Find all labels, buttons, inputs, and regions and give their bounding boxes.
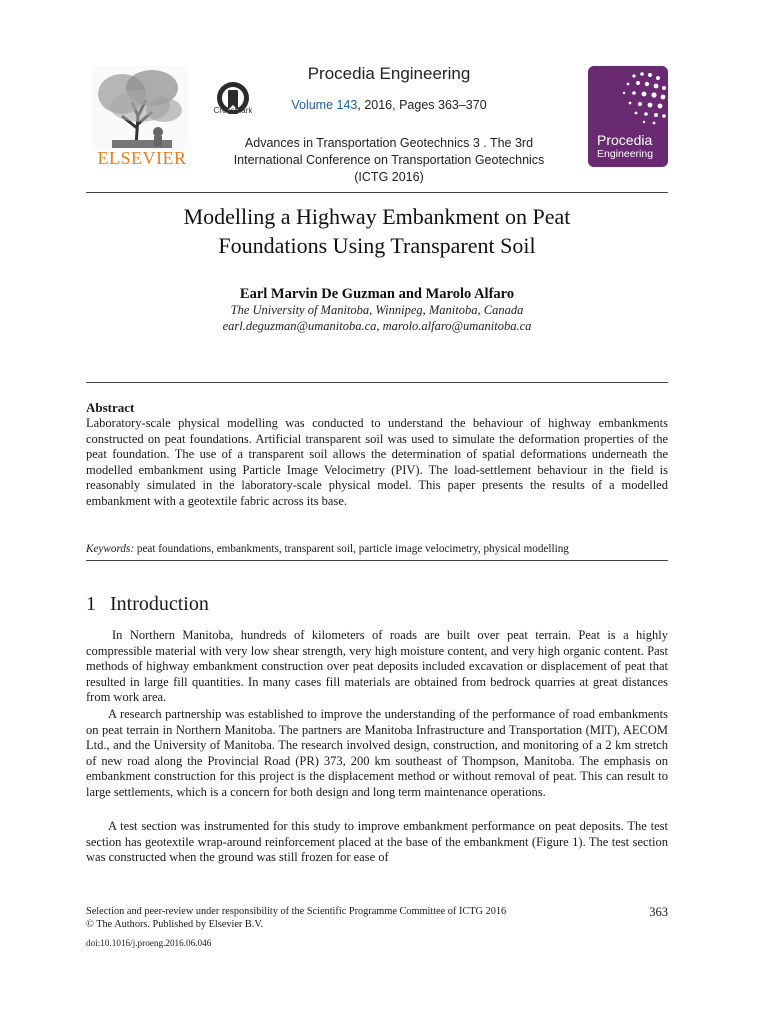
conference-line: Advances in Transportation Geotechnics 3 . The 3rd xyxy=(244,136,534,150)
page-number: 363 xyxy=(649,905,668,919)
journal-cover[interactable] xyxy=(588,66,668,167)
body-paragraph: In Northern Manitoba, hundreds of kilometers of roads are built over peat terrain. Peat is a highly compressible material with very low shear strength, very high moisture content, and very high organic content. Past methods of highway embankment construction over peat deposits included excavation or displacement of peat that resulted in large fill quantities. In many cases fill materials are obtained from bedrock quarries at great distances from work area. xyxy=(86,628,668,705)
conference-line: International Conference on Transportation Geotechnics xyxy=(233,153,545,167)
body-paragraph: A test section was instrumented for this study to improve embankment performance on peat deposits. The test section has geotextile wrap-around reinforcement placed at the base of the embankment (Figure 1). The test section was constructed when the ground was still frozen for ease of xyxy=(86,819,668,865)
abstract-top-divider xyxy=(86,382,668,383)
conference-name xyxy=(200,135,578,186)
section-title: Introduction xyxy=(110,593,209,615)
doi-link[interactable]: doi:10.1016/j.proeng.2016.06.046 xyxy=(86,938,212,948)
footer-peer-review: Selection and peer-review under responsibility of the Scientific Programme Committee of ICTG 2016 xyxy=(86,906,507,917)
section-number: 1 xyxy=(86,593,96,615)
affiliation: The University of Manitoba, Winnipeg, Manitoba, Canada xyxy=(230,303,524,317)
paper-title xyxy=(86,202,668,260)
volume-link[interactable]: Volume 143 xyxy=(291,98,358,112)
crossmark-label: CrossMark xyxy=(213,106,253,115)
title-line: Foundations Using Transparent Soil xyxy=(218,233,536,258)
conference-line: (ICTG 2016) xyxy=(354,170,424,184)
authors: Earl Marvin De Guzman and Marolo Alfaro xyxy=(239,286,515,302)
elsevier-wordmark: ELSEVIER xyxy=(97,148,187,168)
keywords-label: Keywords: xyxy=(86,543,135,555)
body-paragraph: A research partnership was established to improve the understanding of the performance of road embankments on peat terrain in Northern Manitoba. The partners are Manitoba Infrastructure and Transportation (MIT), AECOM Ltd., and the University of Manitoba. The research involved design, construction, and monitoring of a 2 km stretch of new road along the Provincial Road (PR) 373, 200 km southeast of Thompson, Manitoba. The emphasis on embankment construction for this project is the displacement method or without removal of peat. This can result to large settlements, which is a concern for both design and long term maintenance operations. xyxy=(86,707,668,799)
keywords xyxy=(86,543,686,555)
title-line: Modelling a Highway Embankment on Peat xyxy=(183,204,571,229)
volume-pages: , 2016, Pages 363–370 xyxy=(357,98,487,112)
header-divider xyxy=(86,192,668,193)
abstract-bottom-divider xyxy=(86,560,668,561)
cover-dots-pattern xyxy=(588,66,668,128)
abstract-body: Laboratory-scale physical modelling was conducted to understand the behaviour of highway embankments constructed on peat foundations. Artificial transparent soil was used to simulate the deformation properties of the peat foundation. The use of a transparent soil allows the determination of spatial deformations underneath the modelled embankment using Particle Image Velocimetry (PIV). The load-settlement behaviour in the field is reasonably simulated in the laboratory-scale physical model. This paper presents the results of a modelled embankment with a geotextile fabric across its base. xyxy=(86,416,668,508)
cover-subtitle: Engineering xyxy=(597,148,654,160)
footer-copyright: © The Authors. Published by Elsevier B.V. xyxy=(86,919,264,930)
keywords-list: peat foundations, embankments, transparent soil, particle image velocimetry, physical modelling xyxy=(134,543,569,555)
abstract-heading: Abstract xyxy=(86,400,135,415)
author-emails: earl.deguzman@umanitoba.ca, marolo.alfaro@umanitoba.ca xyxy=(222,319,532,333)
journal-name[interactable]: Procedia Engineering xyxy=(307,64,471,83)
cover-title: Procedia xyxy=(597,132,653,148)
section-heading xyxy=(86,593,209,616)
